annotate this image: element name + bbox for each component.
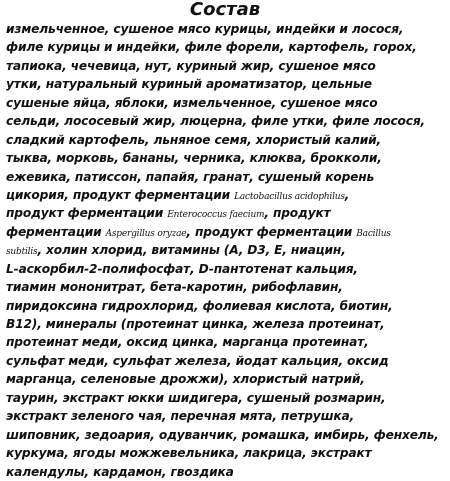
ingredient-text: календулы, кардамон, гвоздика <box>6 464 234 479</box>
ingredient-text: экстракт зеленого чая, перечная мята, петрушка, <box>6 409 355 424</box>
ingredients-line <box>6 315 445 333</box>
ingredient-text: продукт ферментации <box>6 206 168 221</box>
ingredients-line <box>6 94 445 112</box>
ingredients-line <box>6 186 445 204</box>
ingredients-line <box>6 168 445 186</box>
ingredients-text <box>4 20 446 481</box>
ingredient-text: марганца, селеновые дрожжи), хлористый натрий, <box>6 372 365 387</box>
ingredient-text: утки, натуральный куриный ароматизатор, цельные <box>6 77 372 92</box>
ingredient-text: L-аскорбил-2-полифосфат, D-пантотенат кальция, <box>6 261 358 276</box>
ingredients-line <box>6 241 445 259</box>
ingredient-text: протеинат меди, оксид цинка, марганца протеинат, <box>6 335 369 350</box>
ingredients-line <box>6 333 445 351</box>
latin-species-name: subtilis <box>6 247 38 258</box>
ingredients-line <box>6 131 445 149</box>
ingredients-line <box>6 149 445 167</box>
ingredient-text: таурин, экстракт юкки шидигера, сушеный розмарин, <box>6 390 386 405</box>
ingredients-line <box>6 407 445 425</box>
latin-species-name: Lactobacillus acidophilus <box>234 191 345 202</box>
ingredients-line <box>6 389 445 407</box>
ingredient-text: измельченное, сушеное мясо курицы, индейки и лосося, <box>6 22 404 36</box>
ingredients-line <box>6 278 445 296</box>
ingredients-line <box>6 297 445 315</box>
ingredient-text: сладкий картофель, льняное семя, хлористый калий, <box>6 132 381 147</box>
ingredient-text: , продукт ферментации <box>186 224 357 239</box>
ingredients-line <box>6 75 445 93</box>
latin-species-name: Bacillus <box>356 228 391 239</box>
ingredient-text: ферментации <box>6 224 106 239</box>
ingredient-text: B12), минералы (протеинат цинка, железа протеинат, <box>6 317 385 331</box>
ingredient-text: сульфат меди, сульфат железа, йодат кальция, оксид <box>6 353 389 368</box>
ingredients-line <box>6 223 445 241</box>
latin-species-name: Enterococcus faecium <box>167 210 265 221</box>
ingredients-line <box>6 38 445 56</box>
ingredient-text: тиамин мононитрат, бета-каротин, рибофлавин, <box>6 280 343 295</box>
ingredients-line <box>6 57 445 75</box>
ingredient-text: куркума, ягоды можжевельника, лакрица, экстракт <box>6 446 372 461</box>
ingredient-text: сушеные яйца, яблоки, измельченное, сушеное мясо <box>6 95 378 110</box>
ingredients-line <box>6 426 445 444</box>
ingredient-text: пиридоксина гидрохлорид, фолиевая кислота, биотин, <box>6 298 393 313</box>
ingredients-line <box>6 444 445 462</box>
ingredient-text: шиповник, зедоария, одуванчик, ромашка, имбирь, фенхель, <box>6 427 439 442</box>
ingredients-line <box>6 260 445 278</box>
ingredients-line <box>6 352 445 370</box>
ingredient-text: ежевика, патиссон, папайя, гранат, сушеный корень <box>6 169 375 184</box>
ingredients-line <box>6 204 445 222</box>
ingredient-text: цикория, продукт ферментации <box>6 187 235 202</box>
ingredient-text: , продукт <box>264 206 331 221</box>
ingredient-text: , холин хлорид, витамины (A, D3, E, ниацин, <box>37 243 346 258</box>
ingredient-text: филе курицы и индейки, филе форели, картофель, горох, <box>6 40 417 55</box>
ingredients-line <box>6 370 445 388</box>
composition-title: Состав <box>189 0 261 20</box>
ingredient-text: тапиока, чечевица, нут, куриный жир, сушеное мясо <box>6 58 376 73</box>
ingredient-text: сельди, лососевый жир, люцерна, филе утки, филе лосося, <box>6 114 426 129</box>
ingredients-line <box>6 463 445 481</box>
ingredient-text: , <box>344 187 350 202</box>
ingredients-line <box>6 112 445 130</box>
ingredient-text: тыква, морковь, бананы, черника, клюква, брокколи, <box>6 151 382 166</box>
ingredients-line <box>6 20 445 38</box>
latin-species-name: Aspergillus oryzae <box>105 228 187 239</box>
